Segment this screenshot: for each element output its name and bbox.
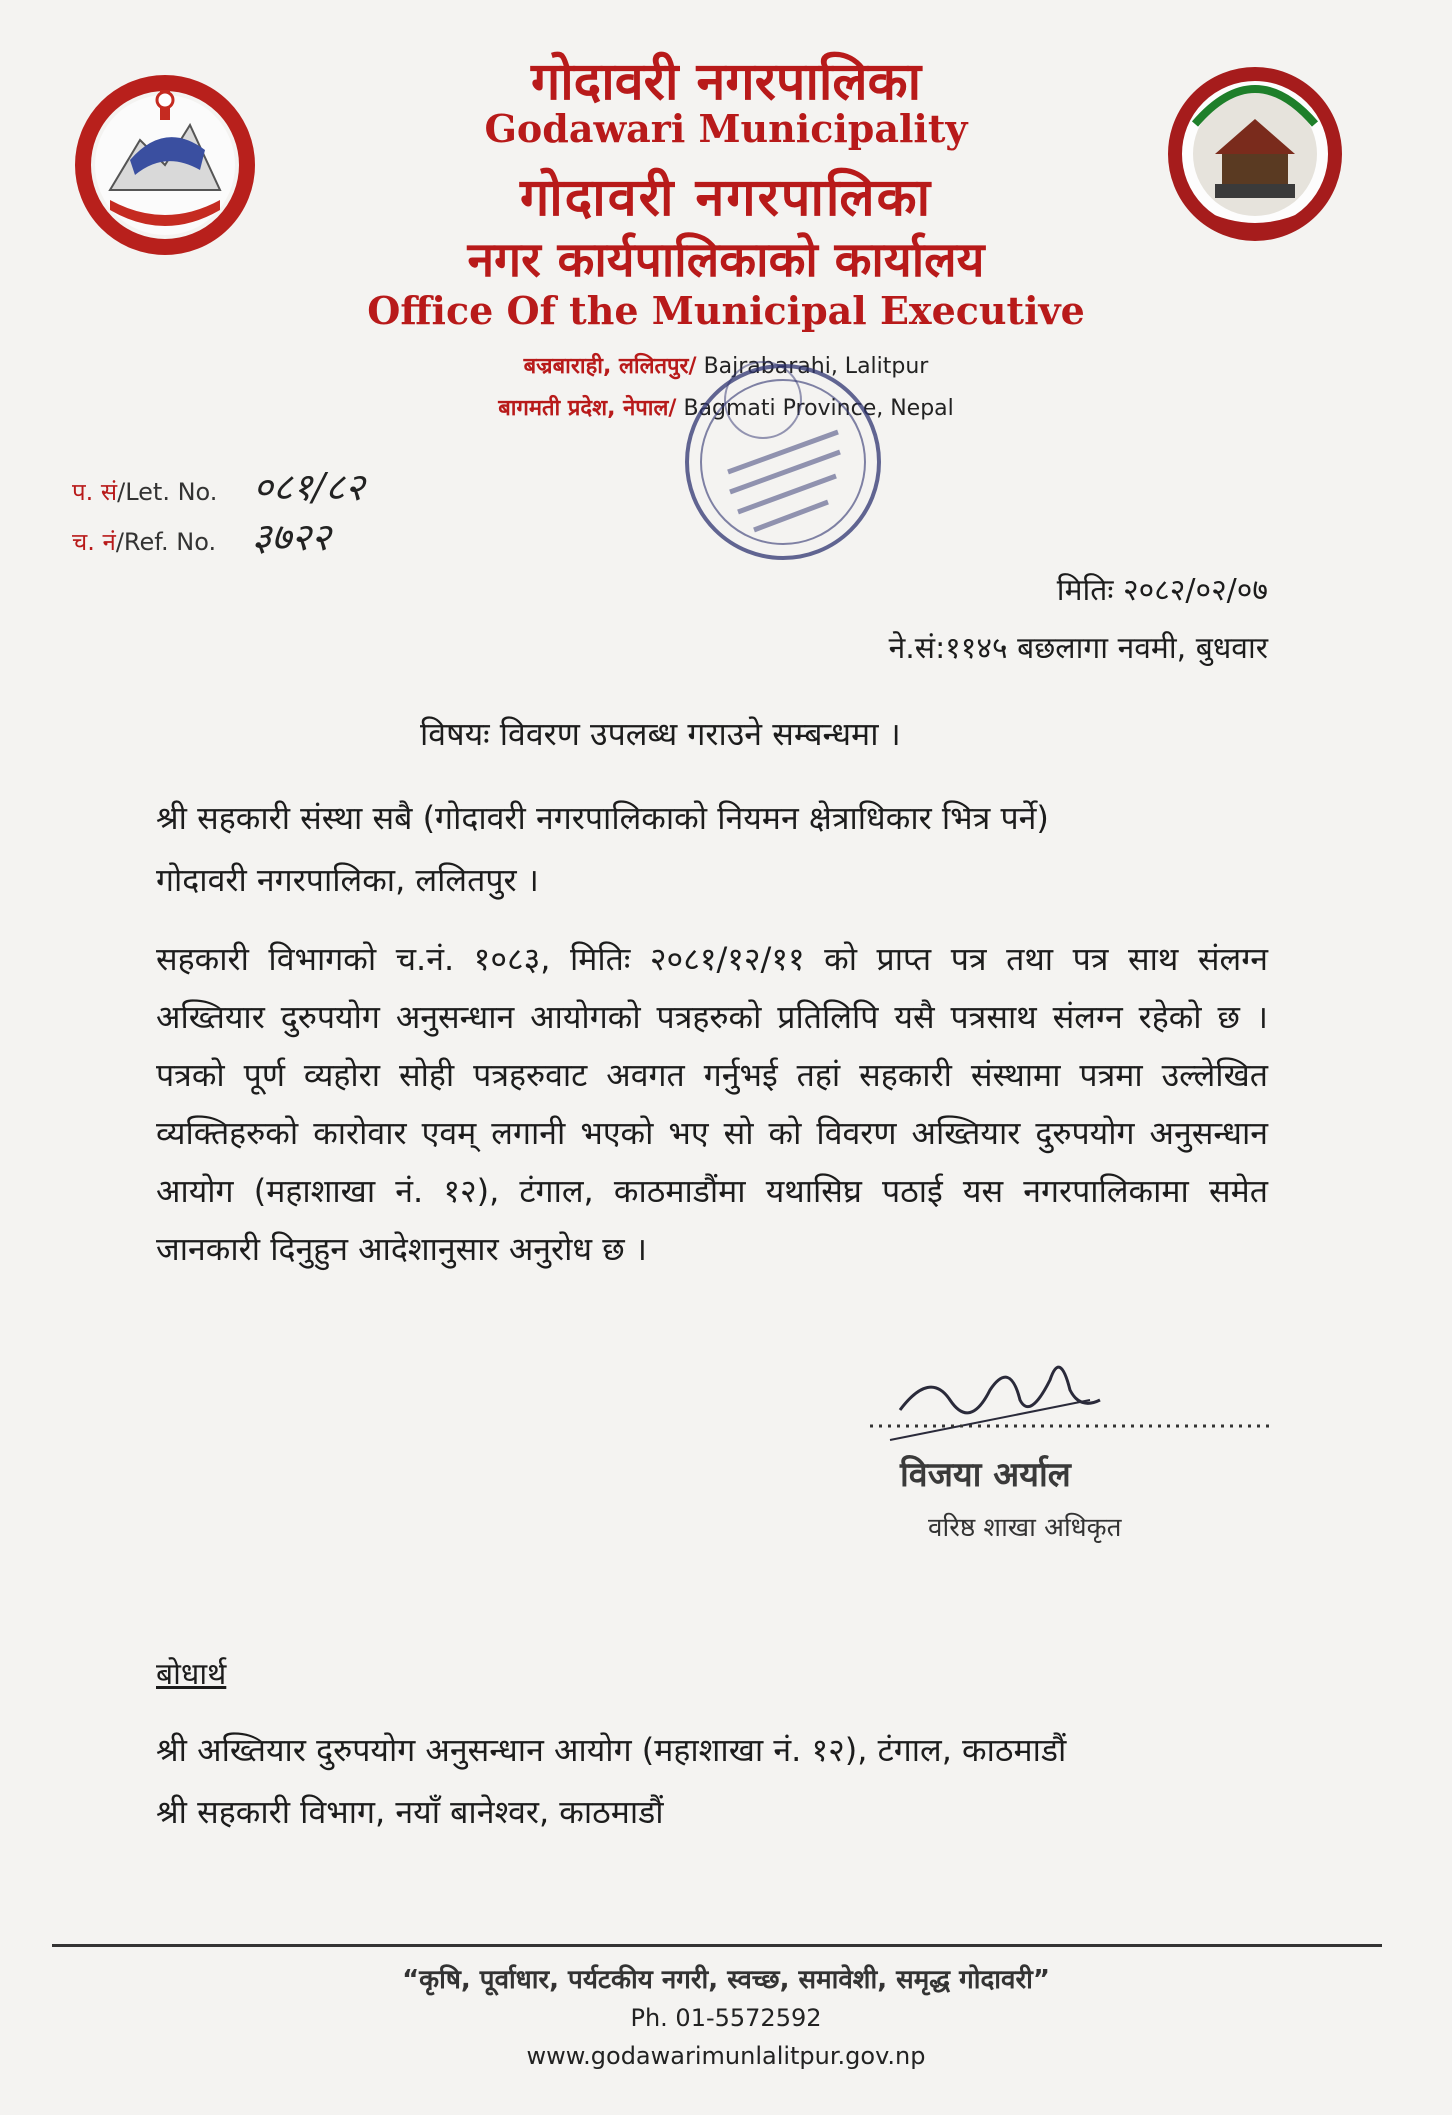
letter-value: ०८१/८२	[253, 465, 365, 509]
ref-number	[72, 510, 331, 562]
cc-heading: बोधार्थ	[156, 1657, 227, 1692]
ref-value: ३७२२	[251, 515, 331, 559]
address1-np: बज्रबाराही, ललितपुर/	[523, 354, 697, 379]
letter-label-en: /Let. No.	[117, 478, 218, 506]
address1-en: Bajrabarahi, Lalitpur	[703, 354, 929, 379]
header-office-en: Office Of the Municipal Executive	[367, 288, 1085, 333]
addressee-line-2: गोदावरी नगरपालिका, ललितपुर ।	[156, 861, 539, 899]
signature-icon	[870, 1340, 1270, 1464]
letter-label-np: प. सं	[72, 478, 118, 506]
godawari-municipality-logo-icon	[1160, 64, 1350, 248]
header-name-np: गोदावरी नगरपालिका	[530, 51, 922, 112]
address2-en: Bagmati Province, Nepal	[683, 396, 954, 421]
nepal-emblem-icon	[70, 70, 260, 264]
office-stamp-icon	[668, 352, 898, 576]
letter-number	[72, 460, 365, 512]
date-line-2: ने.सं:११४५ बछलागा नवमी, बुधवार	[888, 631, 1268, 666]
header-name-script: गोदावरी नगरपालिका	[519, 167, 933, 228]
header-name-en: Godawari Municipality	[484, 106, 968, 151]
footer-divider	[52, 1944, 1382, 1947]
signatory-title: वरिष्ठ शाखा अधिकृत	[928, 1513, 1122, 1543]
signatory-name: विजया अर्याल	[900, 1455, 1071, 1495]
addressee-line-1: श्री सहकारी संस्था सबै (गोदावरी नगरपालिकाको नियमन क्षेत्राधिकार भित्र पर्ने)	[156, 799, 1049, 837]
ref-label-en: /Ref. No.	[115, 528, 217, 556]
footer-slogan: “कृषि, पूर्वाधार, पर्यटकीय नगरी, स्वच्छ, समावेशी, समृद्ध गोदावरी”	[402, 1965, 1050, 1995]
subject-line: विषयः विवरण उपलब्ध गराउने सम्बन्धमा ।	[420, 715, 901, 753]
ref-label-np: च. नं	[72, 528, 116, 556]
cc-item: श्री अख्तियार दुरुपयोग अनुसन्धान आयोग (महाशाखा नं. १२), टंगाल, काठमाडौं	[156, 1731, 1067, 1769]
cc-item: श्री सहकारी विभाग, नयाँ बानेश्वर, काठमाडौं	[156, 1793, 664, 1831]
footer-website[interactable]: www.godawarimunlalitpur.gov.np	[526, 2042, 926, 2070]
date-line-1: मितिः २०८२/०२/०७	[1056, 573, 1268, 608]
footer-phone: Ph. 01-5572592	[630, 2004, 822, 2032]
letter-body: सहकारी विभागको च.नं. १०८३, मितिः २०८१/१२/११ को प्राप्त पत्र तथा पत्र साथ संलग्न अख्तियार दुरुपयोग अनुसन्धान आयोगको पत्रहरुको प्रतिलिपि यसै पत्रसाथ संलग्न रहेको छ । पत्रको पूर्ण व्यहोरा सोही पत्रहरुवाट अवगत गर्नुभई तहां सहकारी संस्थामा पत्रमा उल्लेखित व्यक्तिहरुको कारोवार एवम् लगानी भएको भए सो को विवरण अख्तियार दुरुपयोग अनुसन्धान आयोग (महाशाखा नं. १२), टंगाल, काठमाडौंमा यथासिघ्र पठाई यस नगरपालिकामा समेत जानकारी दिनुहुन आदेशानुसार अनुरोध छ ।	[156, 940, 1268, 1268]
address2-np: बागमती प्रदेश, नेपाल/	[498, 396, 677, 421]
header-office-np: नगर कार्यपालिकाको कार्यालय	[467, 232, 985, 288]
